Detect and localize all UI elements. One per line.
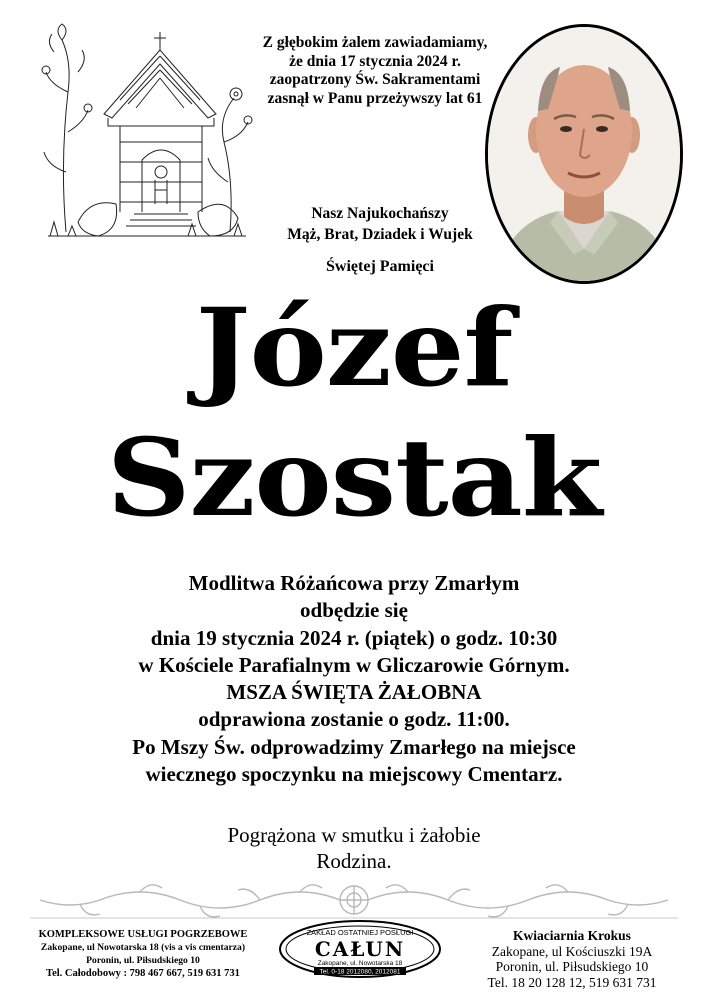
announcement-intro (250, 34, 500, 108)
closing-line: Rodzina. (316, 849, 392, 873)
funeral-home-address: Zakopane, ul Nowotarska 18 (vis a vis cmentarza) (40, 942, 246, 953)
florist-address: Zakopane, ul Kościuszki 19A (491, 943, 653, 959)
relation-line: Nasz Najukochańszy (311, 205, 449, 222)
chapel-drawing-icon (38, 22, 256, 250)
relation-text (265, 203, 495, 245)
logo-name: CAŁUN (314, 937, 406, 961)
intro-line: że dnia 17 stycznia 2024 r. (289, 52, 461, 70)
florist-address: Poronin, ul. Piłsudskiego 10 (495, 959, 649, 974)
details-line: wiecznego spoczynku na miejscowy Cmentarz. (145, 762, 563, 787)
ceremony-details (0, 570, 708, 788)
funeral-home-name: KOMPLEKSOWE USŁUGI POGRZEBOWE (38, 929, 248, 940)
details-line: dnia 19 stycznia 2024 r. (piątek) o godz. 10:30 (150, 625, 558, 650)
closing-text (0, 822, 708, 874)
logo-phone: Tel. 0-18 2012080, 2012081 (319, 968, 401, 976)
intro-line: zaopatrzony Św. Sakramentami (269, 71, 481, 88)
logo-address: Zakopane, ul. Nowotarska 18 (317, 960, 403, 967)
details-line: Po Mszy Św. odprowadzimy Zmarłego na miejsce (132, 734, 576, 759)
florist-name: Kwiaciarnia Krokus (513, 928, 631, 943)
funeral-home-phone: Tel. Całodobowy : 798 467 667, 519 631 731 (46, 968, 240, 979)
details-line: MSZA ŚWIĘTA ŻAŁOBNA (226, 680, 482, 705)
funeral-home-info (12, 928, 274, 980)
florist-info (448, 928, 696, 990)
details-line: odbędzie się (300, 598, 408, 623)
details-line: odprawiona zostanie o godz. 11:00. (198, 707, 510, 732)
funeral-home-address: Poronin, ul. Piłsudskiego 10 (86, 955, 200, 966)
first-name: Józef (195, 285, 513, 411)
florist-phone: Tel. 18 20 128 12, 519 631 731 (487, 974, 657, 990)
intro-line: Z głębokim żalem zawiadamiamy, (262, 34, 488, 51)
logo-top-text: ZAKŁAD OSTATNIEJ POSŁUGI (306, 928, 414, 937)
memory-heading: Świętej Pamięci (326, 258, 434, 275)
relation-line: Mąż, Brat, Dziadek i Wujek (287, 226, 473, 243)
calun-logo (276, 918, 444, 980)
closing-line: Pogrążona w smutku i żałobie (227, 823, 481, 847)
details-line: Modlitwa Różańcowa przy Zmarłym (188, 571, 520, 595)
intro-line: zasnął w Panu przeżywszy lat 61 (267, 89, 483, 107)
last-name: Szostak (106, 415, 602, 541)
portrait-photo-icon (488, 27, 680, 281)
deceased-portrait (485, 24, 683, 284)
details-line: w Kościele Parafialnym w Gliczarowie Górnym. (138, 652, 570, 677)
